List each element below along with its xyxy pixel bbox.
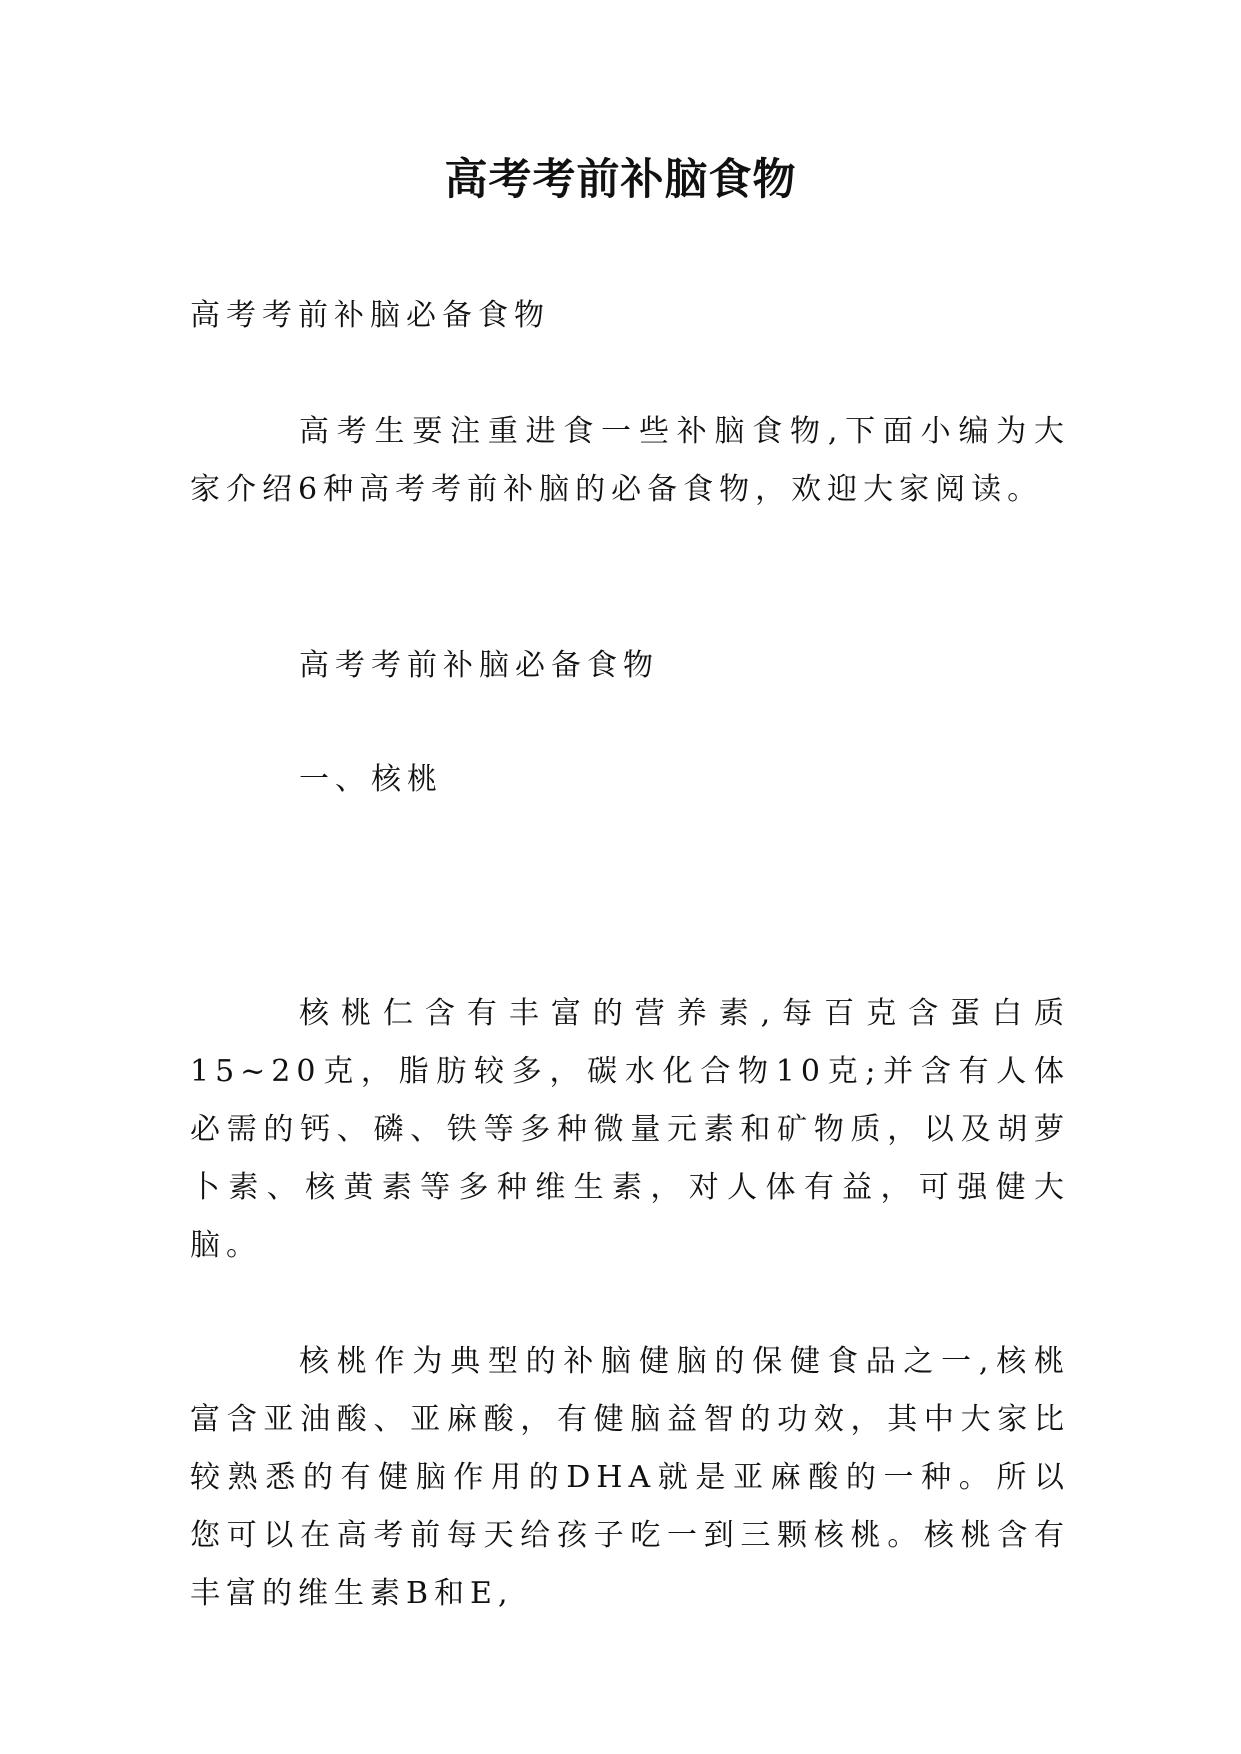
document-title: 高考考前补脑食物 (444, 155, 797, 205)
paragraph-walnut-benefits: 核桃作为典型的补脑健脑的保健食品之一,核桃富含亚油酸、亚麻酸，有健脑益智的功效，其中大家比较熟悉的有健脑作用的DHA就是亚麻酸的一种。所以您可以在高考前每天给孩子吃一到三颗核桃。核桃含有丰富的维生素B和E, (190, 1344, 1070, 1611)
item-heading-walnut: 一、核桃 (299, 762, 443, 797)
paragraph-walnut-nutrition: 核桃仁含有丰富的营养素,每百克含蛋白质15~20克，脂肪较多，碳水化合物10克;并含有人体必需的钙、磷、铁等多种微量元素和矿物质，以及胡萝卜素、核黄素等多种维生素，对人体有益，可强健大脑。 (190, 996, 1070, 1263)
paragraph-subtitle: 高考考前补脑必备食物 (190, 298, 550, 333)
section-heading: 高考考前补脑必备食物 (299, 648, 659, 683)
paragraph-intro: 高考生要注重进食一些补脑食物,下面小编为大家介绍6种高考考前补脑的必备食物，欢迎大家阅读。 (190, 414, 1070, 507)
